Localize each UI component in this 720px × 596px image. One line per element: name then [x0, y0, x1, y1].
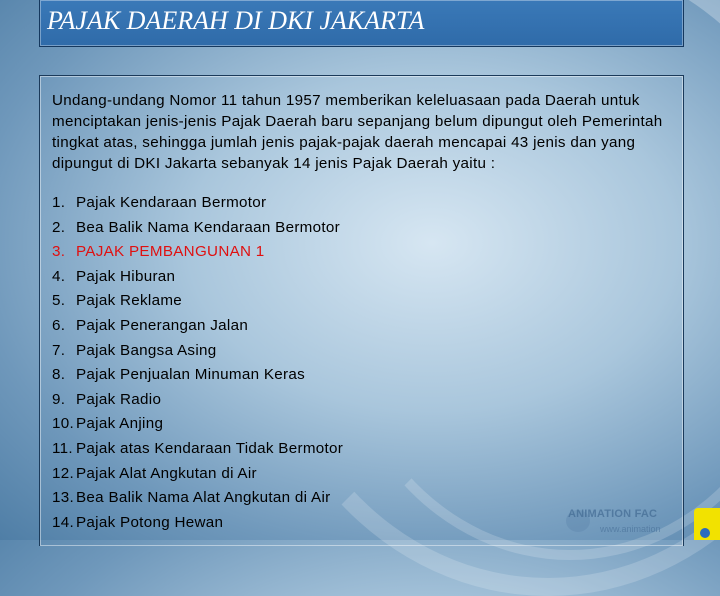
list-item: 6. Pajak Penerangan Jalan — [52, 316, 249, 334]
title-bar — [39, 0, 684, 47]
list-item: 7. Pajak Bangsa Asing — [52, 341, 217, 359]
watermark-url: www.animation — [600, 524, 661, 534]
list-item: 5. Pajak Reklame — [52, 292, 183, 310]
list-item: 11. Pajak atas Kendaraan Tidak Bermotor — [52, 439, 344, 457]
list-item: 1. Pajak Kendaraan Bermotor — [52, 194, 267, 211]
watermark-text: ANIMATION FAC — [568, 508, 658, 520]
list-item: 4. Pajak Hiburan — [52, 267, 176, 285]
list-item: 13. Bea Balik Nama Alat Angkutan di Air — [52, 489, 331, 507]
list-item: 12. Pajak Alat Angkutan di Air — [52, 464, 257, 482]
intro-paragraph: Undang-undang Nomor 11 tahun 1957 memberikan keleluasaan pada Daerah untuk menciptakan jenis-jenis Pajak Daerah baru sepanjang belum dipungut oleh Pemerintah tingkat atas, sehingga jumlah jenis pajak-pajak daerah mencapai 43 jenis dan yang dipungut di DKI Jakarta sebanyak 14 jenis Pajak Daerah yaitu : — [52, 92, 663, 172]
list-item: 8. Pajak Penjualan Minuman Keras — [52, 366, 306, 384]
corner-dot-icon — [700, 528, 710, 538]
slide-title: PAJAK DAERAH DI DKI JAKARTA — [47, 6, 425, 35]
list-item: 2. Bea Balik Nama Kendaraan Bermotor — [52, 218, 341, 236]
list-item: 14. Pajak Potong Hewan — [52, 513, 224, 531]
tax-list — [52, 194, 343, 538]
list-item: 9. Pajak Radio — [52, 390, 162, 408]
list-item: 10. Pajak Anjing — [52, 415, 164, 433]
list-item-highlighted: 3. PAJAK PEMBANGUNAN 1 — [52, 243, 265, 261]
